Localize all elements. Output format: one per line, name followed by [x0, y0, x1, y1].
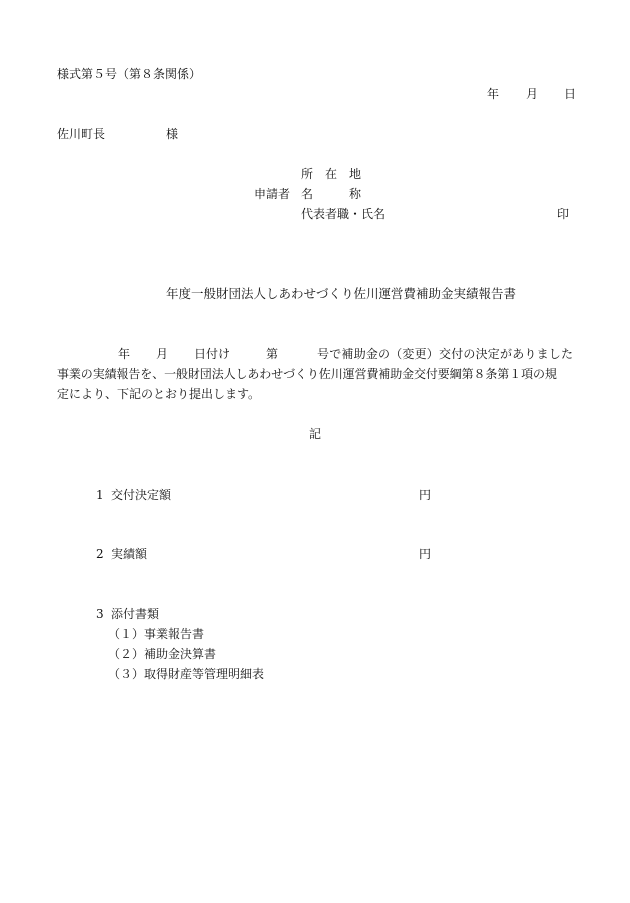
- attachment-item: （３）取得財産等管理明細表: [108, 667, 265, 681]
- addressee-name: 佐川町長: [57, 127, 106, 141]
- item-1-label: 交付決定額: [111, 488, 172, 502]
- body-line2: 事業の実績報告を、一般財団法人しあわせづくり佐川運営費補助金交付要綱第８条第１項の規: [57, 367, 557, 381]
- body-line1-dai: 第: [266, 347, 279, 361]
- applicant-label: 申請者: [254, 187, 291, 201]
- body-line3: 定により、下記のとおり提出します。: [57, 387, 261, 401]
- date-month-label: 月: [526, 87, 539, 101]
- attachment-item: （２）補助金決算書: [108, 647, 217, 661]
- date-year-label: 年: [487, 87, 500, 101]
- body-line1-rest: 号で補助金の（変更）交付の決定がありました: [317, 347, 574, 361]
- seal-mark: 印: [557, 207, 570, 221]
- ki-heading: 記: [309, 427, 322, 441]
- body-line1-date: 日付け: [194, 347, 231, 361]
- attachment-item: （１）事業報告書: [108, 627, 205, 641]
- applicant-address-label: 所 在 地: [301, 167, 362, 181]
- date-day-label: 日: [564, 87, 577, 101]
- applicant-name-label: 名 称: [301, 187, 362, 201]
- item-2-unit: 円: [419, 547, 432, 561]
- applicant-rep-label: 代表者職・氏名: [301, 207, 386, 221]
- item-2-label: 実績額: [111, 547, 148, 561]
- item-3-label: 添付書類: [111, 607, 160, 621]
- item-1-unit: 円: [419, 488, 432, 502]
- item-2-number: 2: [96, 547, 104, 561]
- body-line1-month: 月: [156, 347, 169, 361]
- item-3-number: 3: [96, 607, 104, 621]
- body-line1-year: 年: [118, 347, 131, 361]
- item-1-number: 1: [96, 488, 104, 502]
- document-title: 年度一般財団法人しあわせづくり佐川運営費補助金実績報告書: [166, 286, 517, 301]
- form-number: 様式第５号（第８条関係）: [57, 67, 202, 81]
- addressee-honorific: 様: [166, 127, 179, 141]
